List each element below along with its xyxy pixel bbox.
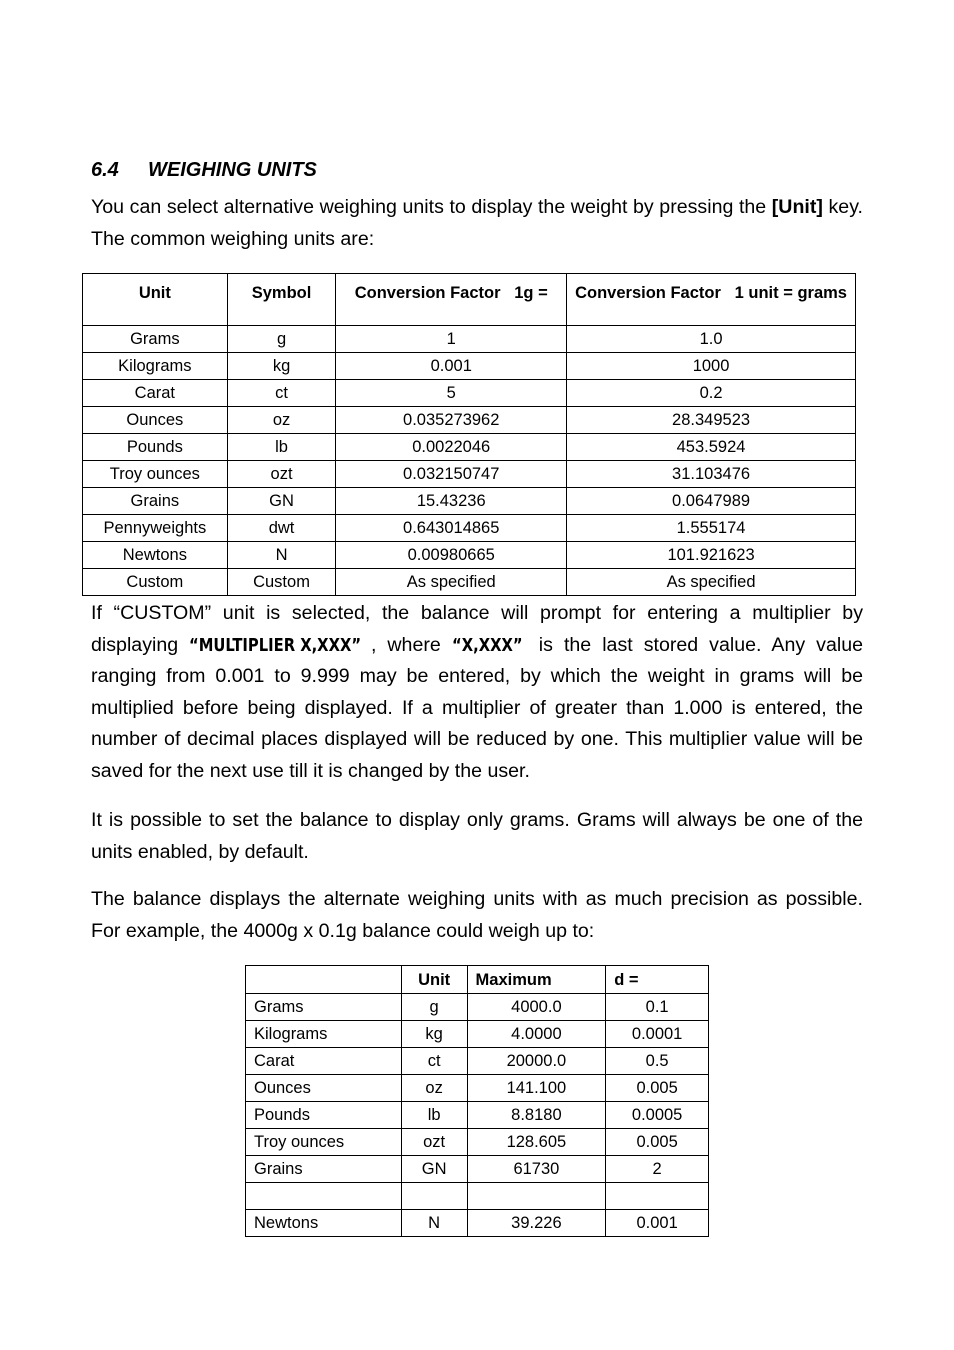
cell: 8.8180 bbox=[467, 1102, 606, 1129]
cell: Grains bbox=[83, 488, 228, 515]
cell: GN bbox=[401, 1156, 467, 1183]
cell: Pounds bbox=[83, 434, 228, 461]
cell: 15.43236 bbox=[336, 488, 567, 515]
cell: GN bbox=[227, 488, 336, 515]
table-row bbox=[246, 1048, 709, 1075]
cell: As specified bbox=[567, 569, 856, 596]
cell: Pennyweights bbox=[83, 515, 228, 542]
table-row bbox=[83, 380, 856, 407]
cell: 5 bbox=[336, 380, 567, 407]
section-title: WEIGHING UNITS bbox=[148, 159, 317, 181]
cell: lb bbox=[401, 1102, 467, 1129]
cell: 28.349523 bbox=[567, 407, 856, 434]
custom-text-where: , where bbox=[370, 633, 452, 656]
cell: 1.0 bbox=[567, 326, 856, 353]
cell: Kilograms bbox=[246, 1021, 402, 1048]
header-symbol: Symbol bbox=[227, 274, 336, 326]
cell: 0.005 bbox=[606, 1129, 709, 1156]
cell: ct bbox=[401, 1048, 467, 1075]
table-row bbox=[83, 488, 856, 515]
cell: Newtons bbox=[83, 542, 228, 569]
header-maximum: Maximum bbox=[467, 966, 606, 994]
table-row bbox=[83, 434, 856, 461]
table-row bbox=[246, 1156, 709, 1183]
table-row bbox=[246, 1102, 709, 1129]
cell: ozt bbox=[227, 461, 336, 488]
unit-key-label: [Unit] bbox=[771, 196, 823, 218]
cell: As specified bbox=[336, 569, 567, 596]
cell: 0.0647989 bbox=[567, 488, 856, 515]
cell: Kilograms bbox=[83, 353, 228, 380]
table-row bbox=[246, 1021, 709, 1048]
cell: Troy ounces bbox=[246, 1129, 402, 1156]
custom-text-end: is the last stored value. Any value ranging from 0.001 to 9.999 may be entered, by which the weight in grams will be multiplied before being displayed. If a multiplier of greater than 1.000 is entered, the number of decimal places displayed will be reduced by one. This multiplier value will be saved for the next use till it is changed by the user. bbox=[91, 633, 863, 782]
cell: lb bbox=[227, 434, 336, 461]
cell: dwt bbox=[227, 515, 336, 542]
section-heading bbox=[91, 156, 317, 184]
table-row bbox=[246, 994, 709, 1021]
table-row bbox=[83, 353, 856, 380]
cell: 0.032150747 bbox=[336, 461, 567, 488]
header-factor-1unit: Conversion Factor 1 unit = grams bbox=[567, 274, 856, 326]
cell: kg bbox=[227, 353, 336, 380]
grams-only-paragraph: It is possible to set the balance to display only grams. Grams will always be one of the units enabled, by default. bbox=[91, 809, 863, 863]
cell: 128.605 bbox=[467, 1129, 606, 1156]
table-row bbox=[83, 407, 856, 434]
cell: Grains bbox=[246, 1156, 402, 1183]
cell bbox=[401, 1183, 467, 1210]
cell: 61730 bbox=[467, 1156, 606, 1183]
cell: 0.643014865 bbox=[336, 515, 567, 542]
custom-text: If “CUSTOM” unit is selected, the balance will prompt for entering a multiplier by displaying bbox=[91, 602, 863, 656]
cell: 453.5924 bbox=[567, 434, 856, 461]
cell: 2 bbox=[606, 1156, 709, 1183]
cell: N bbox=[401, 1210, 467, 1237]
cell: 4000.0 bbox=[467, 994, 606, 1021]
header-blank bbox=[246, 966, 402, 994]
cell: Grams bbox=[83, 326, 228, 353]
table-row bbox=[83, 515, 856, 542]
cell: 1 bbox=[336, 326, 567, 353]
intro-text-end: key. The common weighing units are: bbox=[91, 196, 863, 250]
cell: g bbox=[227, 326, 336, 353]
cell: Grams bbox=[246, 994, 402, 1021]
cell: Custom bbox=[83, 569, 228, 596]
cell: 4.0000 bbox=[467, 1021, 606, 1048]
section-number: 6.4 bbox=[91, 159, 119, 181]
cell: Pounds bbox=[246, 1102, 402, 1129]
intro-paragraph bbox=[91, 192, 863, 255]
cell: 0.0022046 bbox=[336, 434, 567, 461]
multiplier-display-text: “MULTIPLIER X,XXX” bbox=[189, 634, 362, 656]
custom-unit-paragraph bbox=[91, 598, 863, 787]
cell: oz bbox=[227, 407, 336, 434]
cell: Ounces bbox=[246, 1075, 402, 1102]
cell: Ounces bbox=[83, 407, 228, 434]
precision-paragraph: The balance displays the alternate weighing units with as much precision as possible. For example, the 4000g x 0.1g balance could weigh up to: bbox=[91, 888, 863, 942]
maximum-capacity-table bbox=[245, 965, 709, 1237]
cell: 0.0005 bbox=[606, 1102, 709, 1129]
cell: 1.555174 bbox=[567, 515, 856, 542]
cell: Custom bbox=[227, 569, 336, 596]
table-row bbox=[83, 542, 856, 569]
cell: 101.921623 bbox=[567, 542, 856, 569]
table-header-row bbox=[83, 274, 856, 326]
cell: ozt bbox=[401, 1129, 467, 1156]
stored-value-display-text: “X,XXX” bbox=[451, 634, 523, 656]
cell: 0.005 bbox=[606, 1075, 709, 1102]
cell: 1000 bbox=[567, 353, 856, 380]
cell: 141.100 bbox=[467, 1075, 606, 1102]
header-d: d = bbox=[606, 966, 709, 994]
cell: Troy ounces bbox=[83, 461, 228, 488]
units-conversion-table bbox=[82, 273, 856, 596]
cell: N bbox=[227, 542, 336, 569]
cell: Carat bbox=[83, 380, 228, 407]
cell: kg bbox=[401, 1021, 467, 1048]
cell: 39.226 bbox=[467, 1210, 606, 1237]
header-unit: Unit bbox=[401, 966, 467, 994]
table-row bbox=[246, 1210, 709, 1237]
header-unit: Unit bbox=[83, 274, 228, 326]
table-header-row bbox=[246, 966, 709, 994]
cell: Newtons bbox=[246, 1210, 402, 1237]
cell: 0.5 bbox=[606, 1048, 709, 1075]
cell: oz bbox=[401, 1075, 467, 1102]
intro-text: You can select alternative weighing units to display the weight by pressing the bbox=[91, 196, 772, 218]
table-row bbox=[83, 461, 856, 488]
cell bbox=[606, 1183, 709, 1210]
table-row bbox=[83, 326, 856, 353]
header-factor-1g: Conversion Factor 1g = bbox=[336, 274, 567, 326]
table-row bbox=[246, 1129, 709, 1156]
table-row bbox=[246, 1075, 709, 1102]
cell: 0.2 bbox=[567, 380, 856, 407]
cell: 31.103476 bbox=[567, 461, 856, 488]
cell: ct bbox=[227, 380, 336, 407]
cell: Carat bbox=[246, 1048, 402, 1075]
cell: 0.035273962 bbox=[336, 407, 567, 434]
table-row bbox=[246, 1183, 709, 1210]
cell bbox=[246, 1183, 402, 1210]
cell bbox=[467, 1183, 606, 1210]
cell: 0.0001 bbox=[606, 1021, 709, 1048]
cell: 0.001 bbox=[606, 1210, 709, 1237]
cell: 0.001 bbox=[336, 353, 567, 380]
table-row bbox=[83, 569, 856, 596]
cell: g bbox=[401, 994, 467, 1021]
cell: 20000.0 bbox=[467, 1048, 606, 1075]
cell: 0.00980665 bbox=[336, 542, 567, 569]
cell: 0.1 bbox=[606, 994, 709, 1021]
